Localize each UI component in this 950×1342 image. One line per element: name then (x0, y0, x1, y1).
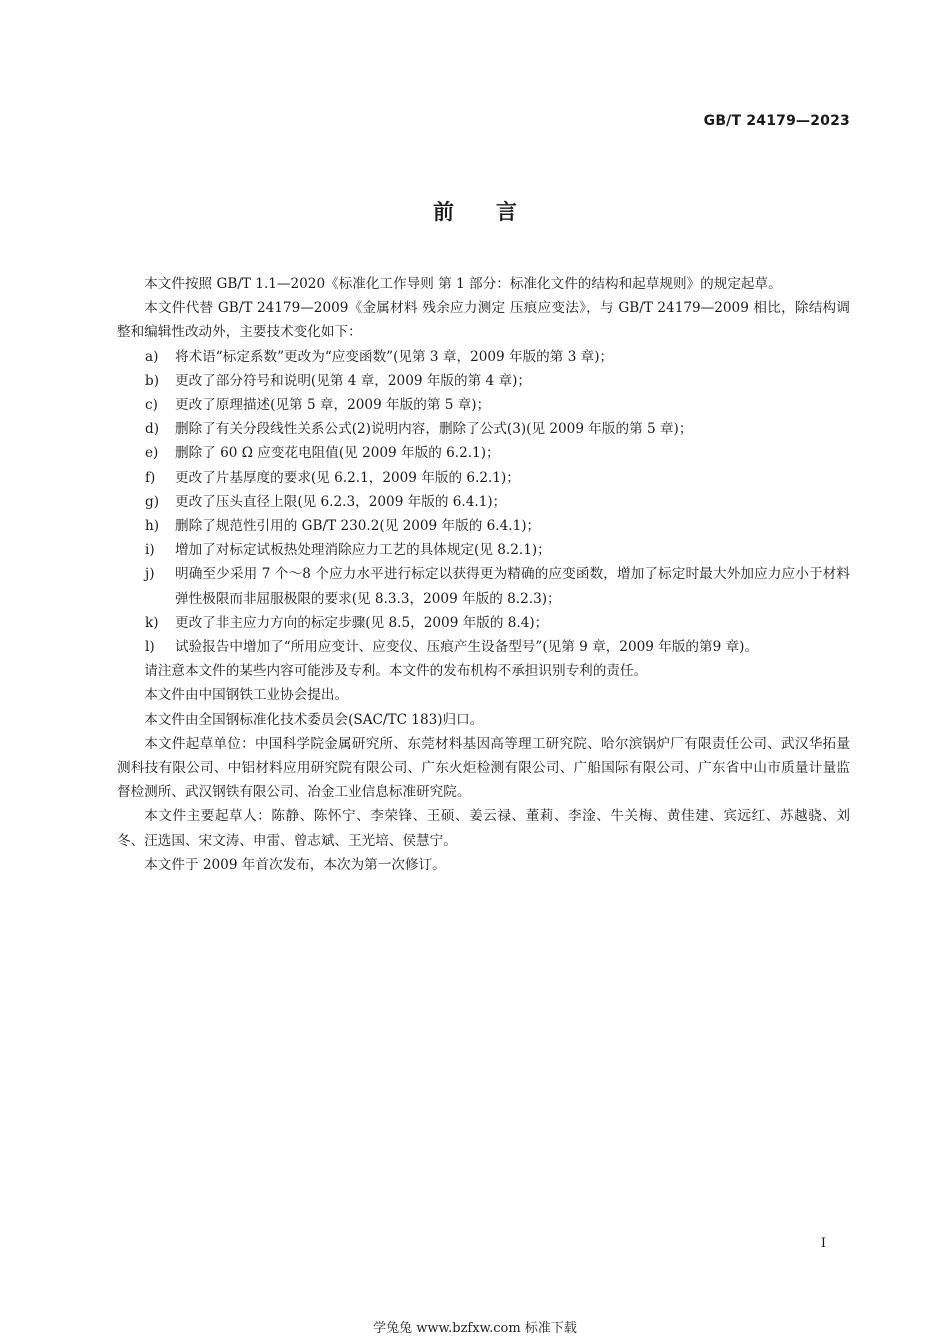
proposed-by: 本文件由中国钢铁工业协会提出。 (144, 687, 349, 704)
list-item (117, 514, 850, 538)
technical-changes-list (117, 345, 850, 660)
list-item (117, 441, 850, 465)
list-item (117, 345, 850, 369)
intro-paragraph-1: 本文件按照 GB/T 1.1—2020《标准化工作导则 第 1 部分：标准化文件的结构和起草规则》的规定起草。 (144, 276, 782, 292)
page-number: I (820, 1236, 826, 1251)
list-marker: i) (145, 542, 155, 559)
list-marker: b) (145, 372, 160, 389)
list-marker: e) (145, 445, 159, 462)
list-item (117, 490, 850, 514)
list-marker: a) (145, 348, 159, 365)
list-marker: d) (145, 421, 160, 438)
list-marker: f) (145, 469, 156, 486)
list-item-text: 将术语“标定系数”更改为“应变函数”(见第 3 章，2009 年版的第 3 章)； (175, 348, 614, 365)
list-marker: k) (145, 614, 159, 631)
publication-history: 本文件于 2009 年首次发布，本次为第一次修订。 (144, 856, 446, 873)
list-item-text: 试验报告中增加了“所用应变计、应变仪、压痕产生设备型号”(见第 9 章，2009 年版的第9 章)。 (175, 639, 759, 656)
list-marker: j) (145, 566, 155, 583)
list-item (117, 562, 850, 610)
standard-number: GB/T 24179—2023 (703, 113, 850, 129)
list-marker: h) (145, 518, 160, 535)
list-item (117, 393, 850, 417)
list-item (117, 635, 850, 659)
list-item-text: 更改了片基厚度的要求(见 6.2.1，2009 年版的 6.2.1)； (175, 469, 520, 486)
intro-paragraph-2: 本文件代替 GB/T 24179—2009《金属材料 残余应力测定 压痕应变法》，与 GB/T 24179—2009 相比，除结构调整和编辑性改动外，主要技术变化如下： (117, 300, 850, 341)
footer-watermark: 学兔兔 www.bzfxw.com 标准下载 (373, 1321, 577, 1336)
list-item-text: 删除了规范性引用的 GB/T 230.2(见 2009 年版的 6.4.1)； (175, 518, 541, 535)
list-item-text: 删除了有关分段线性关系公式(2)说明内容，删除了公式(3)(见 2009 年版的第 5 章)； (175, 421, 693, 438)
list-item-text: 增加了对标定试板热处理消除应力工艺的具体规定(见 8.2.1)； (175, 542, 551, 559)
list-item (117, 369, 850, 393)
list-marker: c) (145, 397, 158, 414)
list-marker: l) (145, 639, 155, 656)
list-item (117, 466, 850, 490)
list-item-text: 删除了 60 Ω 应变花电阻值(见 2009 年版的 6.2.1)； (175, 445, 500, 462)
main-drafters: 本文件主要起草人：陈静、陈怀宁、李荣锋、王硕、姜云禄、董莉、李淦、牛关梅、黄佳建、宾远红、苏越骁、刘冬、汪选国、宋文涛、申雷、曾志斌、王光培、侯慧宁。 (117, 808, 850, 849)
list-item (117, 417, 850, 441)
centralized-by: 本文件由全国钢标准化技术委员会(SAC/TC 183)归口。 (144, 711, 484, 728)
list-item-text: 更改了部分符号和说明(见第 4 章，2009 年版的第 4 章)； (175, 372, 531, 389)
drafting-units: 本文件起草单位：中国科学院金属研究所、东莞材料基因高等理工研究院、哈尔滨锅炉厂有限责任公司、武汉华拓量测科技有限公司、中铝材料应用研究院有限公司、广东火炬检测有限公司、广船国际有限公司、广东省中山市质量计量监督检测所、武汉钢铁有限公司、冶金工业信息标准研究院。 (117, 735, 850, 801)
page-title: 前言 (433, 200, 559, 224)
list-item-text: 更改了压头直径上限(见 6.2.3，2009 年版的 6.4.1)； (175, 493, 507, 510)
list-item-text: 明确至少采用 7 个～8 个应力水平进行标定以获得更为精确的应变函数，增加了标定时最大外加应力应小于材料弹性极限而非屈服极限的要求(见 8.3.3，2009 年版的 8.2.3)； (175, 566, 850, 607)
list-item (117, 611, 850, 635)
patent-notice: 请注意本文件的某些内容可能涉及专利。本文件的发布机构不承担识别专利的责任。 (144, 663, 648, 680)
list-item-text: 更改了非主应力方向的标定步骤(见 8.5，2009 年版的 8.4)； (175, 614, 549, 631)
foreword-body (117, 272, 850, 877)
list-item-text: 更改了原理描述(见第 5 章，2009 年版的第 5 章)； (175, 397, 491, 414)
list-marker: g) (145, 493, 160, 510)
list-item (117, 538, 850, 562)
